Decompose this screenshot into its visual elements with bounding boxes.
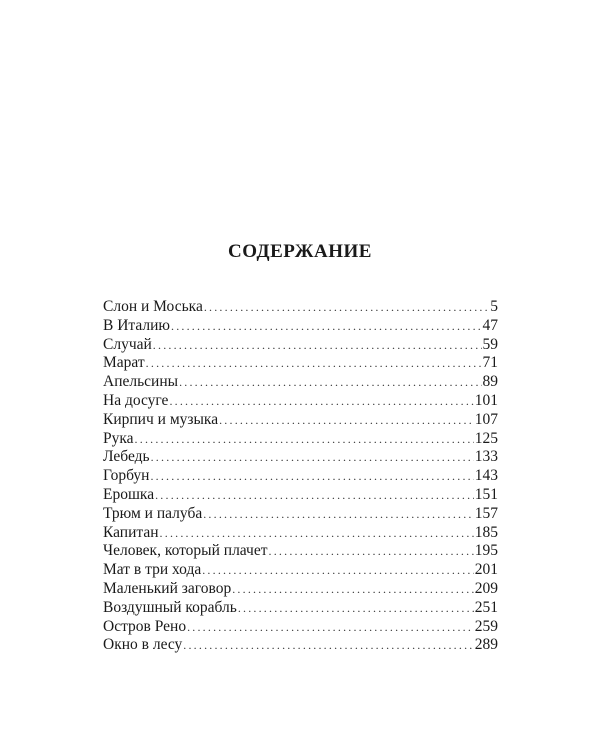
toc-entry-title: В Италию — [103, 316, 170, 334]
toc-entry-page: 251 — [474, 598, 498, 616]
dot-leader — [155, 486, 474, 505]
toc-entry — [103, 411, 498, 430]
toc-entry — [103, 430, 498, 449]
dot-leader — [232, 580, 474, 599]
toc-entry-title: Воздушный корабль — [103, 598, 237, 616]
toc-entry-page: 133 — [474, 448, 498, 466]
dot-leader — [179, 373, 481, 392]
toc-entry — [103, 636, 498, 655]
toc-entry — [103, 561, 498, 580]
toc-title: СОДЕРЖАНИЕ — [228, 241, 372, 262]
toc-entry-title: Случай — [103, 335, 152, 353]
toc-entry-title: Капитан — [103, 523, 159, 541]
dot-leader — [169, 392, 473, 411]
dot-leader — [187, 618, 474, 637]
toc-entry-page: 151 — [474, 485, 498, 503]
toc-entry-page: 157 — [474, 504, 498, 522]
dot-leader — [171, 317, 482, 336]
toc-entry — [103, 317, 498, 336]
toc-entry — [103, 505, 498, 524]
toc-entry-page: 47 — [482, 316, 498, 334]
toc-entry-title: Горбун — [103, 467, 150, 485]
dot-leader — [204, 298, 489, 317]
toc-entry-title: Рука — [103, 429, 134, 447]
toc-entry-title: Кирпич и музыка — [103, 410, 219, 428]
toc-entry-title: На досуге — [103, 391, 169, 409]
toc-entry — [103, 336, 498, 355]
dot-leader — [146, 354, 482, 373]
toc-list — [103, 298, 498, 655]
toc-entry-title: Ерошка — [103, 485, 155, 503]
toc-entry-title: Лебедь — [103, 448, 150, 466]
dot-leader — [135, 430, 474, 449]
toc-entry-title: Маленький заговор — [103, 579, 232, 597]
dot-leader — [238, 599, 474, 618]
toc-entry-page: 59 — [482, 335, 498, 353]
toc-entry — [103, 542, 498, 561]
toc-entry-page: 71 — [482, 354, 498, 372]
toc-entry-page: 195 — [474, 542, 498, 560]
toc-entry — [103, 392, 498, 411]
toc-entry-page: 289 — [474, 636, 498, 654]
toc-entry-page: 143 — [474, 467, 498, 485]
dot-leader — [160, 524, 474, 543]
toc-entry-title: Апельсины — [103, 373, 179, 391]
toc-entry-page: 209 — [474, 579, 498, 597]
toc-entry-title: Марат — [103, 354, 145, 372]
toc-entry — [103, 354, 498, 373]
toc-entry-page: 101 — [474, 391, 498, 409]
toc-entry — [103, 524, 498, 543]
toc-entry-page: 107 — [474, 410, 498, 428]
toc-entry-page: 89 — [482, 373, 498, 391]
dot-leader — [202, 561, 474, 580]
dot-leader — [153, 336, 482, 355]
toc-entry — [103, 486, 498, 505]
toc-entry — [103, 467, 498, 486]
toc-entry-title: Мат в три хода — [103, 561, 202, 579]
toc-entry-title: Слон и Моська — [103, 298, 203, 315]
toc-entry — [103, 580, 498, 599]
toc-entry-title: Окно в лесу — [103, 636, 183, 654]
dot-leader — [151, 448, 474, 467]
toc-entry-title: Человек, который плачет — [103, 542, 268, 560]
toc-entry — [103, 448, 498, 467]
dot-leader — [269, 542, 474, 561]
toc-entry — [103, 599, 498, 618]
toc-entry-page: 125 — [474, 429, 498, 447]
toc-entry-title: Трюм и палуба — [103, 504, 203, 522]
dot-leader — [219, 411, 474, 430]
toc-entry-title: Остров Рено — [103, 617, 187, 635]
toc-entry — [103, 618, 498, 637]
toc-entry — [103, 298, 498, 317]
toc-entry-page: 5 — [490, 298, 498, 315]
dot-leader — [183, 636, 473, 655]
dot-leader — [150, 467, 473, 486]
toc-entry-page: 259 — [474, 617, 498, 635]
dot-leader — [203, 505, 474, 524]
toc-entry — [103, 373, 498, 392]
toc-entry-page: 201 — [474, 561, 498, 579]
toc-entry-page: 185 — [474, 523, 498, 541]
